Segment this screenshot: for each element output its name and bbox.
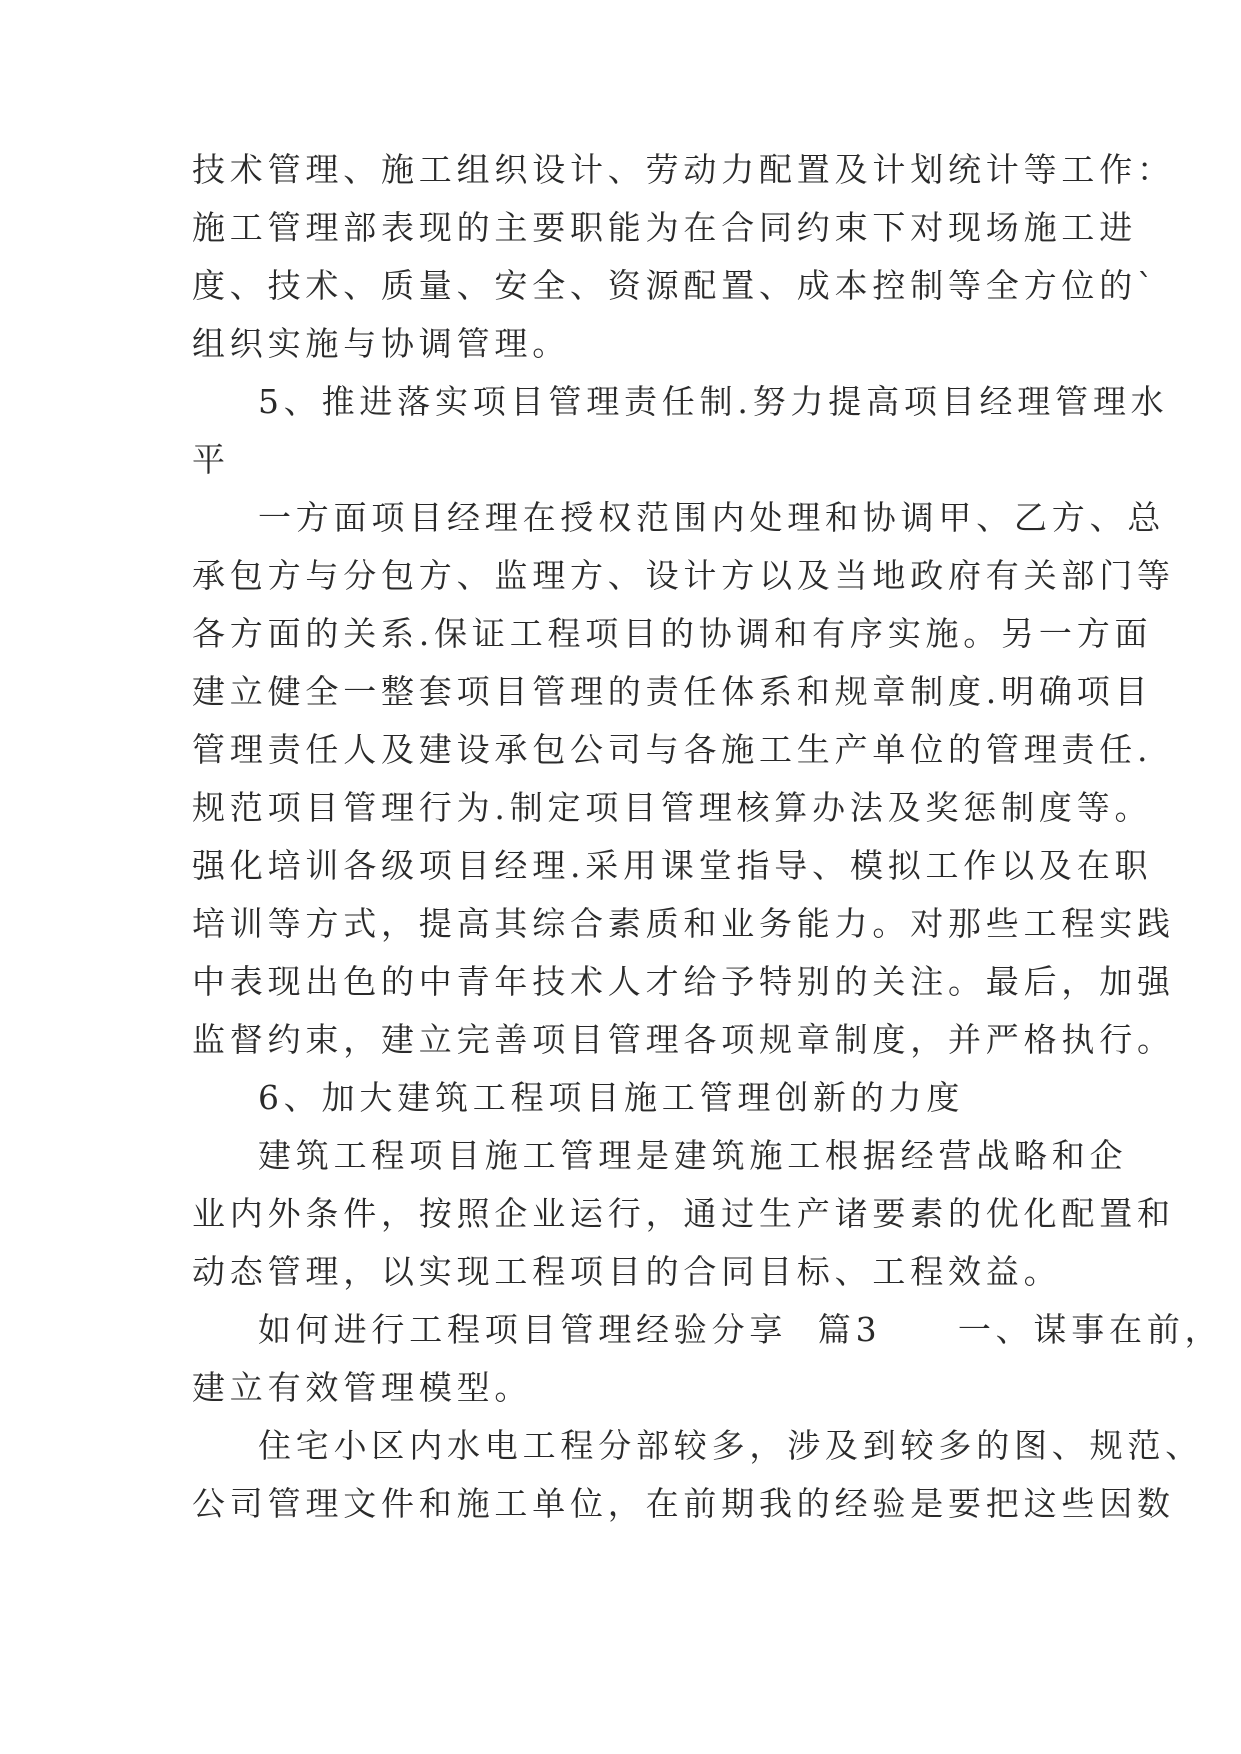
section-heading: 6、加大建筑工程项目施工管理创新的力度 — [258, 1078, 965, 1117]
text-line: 建立有效管理模型。 — [192, 1368, 533, 1407]
text-line: 培训等方式，提高其综合素质和业务能力。对那些工程实践 — [192, 904, 1175, 943]
text-line: 中表现出色的中青年技术人才给予特别的关注。最后，加强 — [192, 962, 1175, 1001]
text-line: 各方面的关系.保证工程项目的协调和有序实施。另一方面 — [192, 614, 1153, 653]
text-line: 技术管理、施工组织设计、劳动力配置及计划统计等工作： — [192, 150, 1175, 189]
text-line: 施工管理部表现的主要职能为在合同约束下对现场施工进 — [192, 208, 1137, 247]
text-line: 平 — [192, 440, 230, 479]
section-heading: 5、推进落实项目管理责任制.努力提高项目经理管理水 — [258, 382, 1169, 421]
text-line: 承包方与分包方、监理方、设计方以及当地政府有关部门等 — [192, 556, 1175, 595]
text-line: 业内外条件，按照企业运行，通过生产诸要素的优化配置和 — [192, 1194, 1175, 1233]
paragraph-start: 一方面项目经理在授权范围内处理和协调甲、乙方、总 — [258, 498, 1166, 537]
section-title-line: 如何进行工程项目管理经验分享 篇3 一、谋事在前， — [258, 1310, 1223, 1349]
text-line: 公司管理文件和施工单位，在前期我的经验是要把这些因数 — [192, 1484, 1175, 1523]
text-line: 规范项目管理行为.制定项目管理核算办法及奖惩制度等。 — [192, 788, 1153, 827]
text-line: 动态管理，以实现工程项目的合同目标、工程效益。 — [192, 1252, 1062, 1291]
paragraph-start: 建筑工程项目施工管理是建筑施工根据经营战略和企 — [258, 1136, 1128, 1175]
text-line: 管理责任人及建设承包公司与各施工生产单位的管理责任. — [192, 730, 1153, 769]
text-line: 度、技术、质量、安全、资源配置、成本控制等全方位的` — [192, 266, 1159, 305]
text-line: 监督约束，建立完善项目管理各项规章制度，并严格执行。 — [192, 1020, 1175, 1059]
paragraph-start: 住宅小区内水电工程分部较多，涉及到较多的图、规范、 — [258, 1426, 1203, 1465]
text-line: 强化培训各级项目经理.采用课堂指导、模拟工作以及在职 — [192, 846, 1153, 885]
text-line: 建立健全一整套项目管理的责任体系和规章制度.明确项目 — [192, 672, 1153, 711]
text-line: 组织实施与协调管理。 — [192, 324, 570, 363]
